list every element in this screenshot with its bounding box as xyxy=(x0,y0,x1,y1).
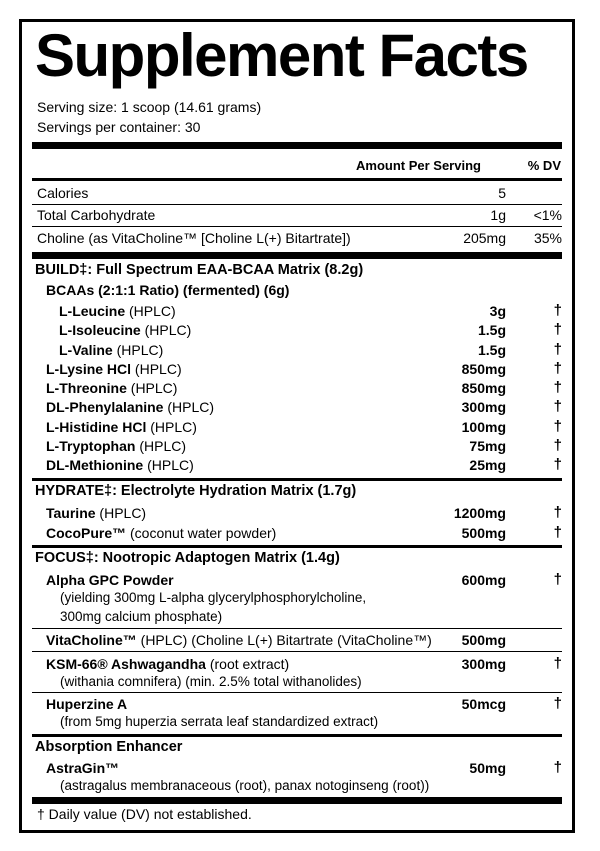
hydrate-section-title: HYDRATE‡: Electrolyte Hydration Matrix (1.7g) xyxy=(35,483,357,499)
ingredient-dv: † xyxy=(553,437,562,454)
ingredient-note: (HPLC) (Choline L(+) Bitartrate (VitaCholine™) xyxy=(136,632,432,648)
nutrient-row xyxy=(37,228,562,248)
ingredient-dv: † xyxy=(553,456,562,473)
nutrient-name: Choline (as VitaCholine™ [Choline L(+) Bitartrate]) xyxy=(37,230,351,246)
ingredient-amount: 50mcg xyxy=(461,696,506,712)
ingredient-row xyxy=(46,359,562,379)
ingredient-row xyxy=(46,758,562,778)
bcaa-heading: BCAAs (2:1:1 Ratio) (fermented) (6g) xyxy=(46,282,290,298)
ingredient-amount: 850mg xyxy=(461,361,506,377)
nutrient-row xyxy=(37,205,562,225)
absorption-section-title: Absorption Enhancer xyxy=(35,739,183,755)
nutrient-row xyxy=(37,183,562,203)
panel-title: Supplement Facts xyxy=(35,22,528,89)
ingredient-dv: † xyxy=(553,655,562,672)
supplement-facts-panel xyxy=(19,19,575,833)
ingredient-row xyxy=(59,340,562,360)
nutrient-name: Calories xyxy=(37,185,89,201)
ingredient-name: AstraGin™ xyxy=(46,760,120,776)
divider-thin xyxy=(32,628,562,629)
ingredient-amount: 1200mg xyxy=(453,505,506,521)
ingredient-amount: 1.5g xyxy=(477,342,506,358)
ingredient-amount: 500mg xyxy=(461,632,506,648)
ingredient-note: (root extract) xyxy=(205,656,290,672)
ingredient-note: (HPLC) xyxy=(125,303,176,319)
ingredient-detail: (yielding 300mg L-alpha glycerylphosphorylcholine, xyxy=(60,590,367,605)
ingredient-name: DL-Phenylalanine xyxy=(46,399,164,415)
ingredient-row xyxy=(46,378,562,398)
servings-per-container: Servings per container: 30 xyxy=(37,119,201,135)
ingredient-name: L-Tryptophan xyxy=(46,438,136,454)
ingredient-dv: † xyxy=(553,571,562,588)
ingredient-row xyxy=(46,397,562,417)
ingredient-name: DL-Methionine xyxy=(46,457,144,473)
ingredient-dv: † xyxy=(553,341,562,358)
ingredient-row xyxy=(46,417,562,437)
ingredient-note: (HPLC) xyxy=(112,342,164,358)
divider-thin xyxy=(32,226,562,227)
ingredient-dv: † xyxy=(553,398,562,415)
ingredient-dv: † xyxy=(553,524,562,541)
ingredient-amount: 50mg xyxy=(469,760,506,776)
serving-info xyxy=(37,97,261,137)
ingredient-row xyxy=(46,630,562,650)
divider-thin xyxy=(32,651,562,652)
ingredient-row xyxy=(46,654,562,674)
nutrient-name: Total Carbohydrate xyxy=(37,207,156,223)
divider xyxy=(32,178,562,181)
ingredient-name: Huperzine A xyxy=(46,696,128,712)
ingredient-note: (HPLC) xyxy=(126,380,178,396)
nutrient-dv: 35% xyxy=(533,230,562,246)
ingredient-row xyxy=(46,455,562,475)
amount-per-serving-header: Amount Per Serving xyxy=(356,158,481,173)
nutrient-amount: 5 xyxy=(498,185,506,201)
focus-section-title: FOCUS‡: Nootropic Adaptogen Matrix (1.4g) xyxy=(35,550,340,566)
ingredient-name: L-Leucine xyxy=(59,303,126,319)
nutrient-dv: <1% xyxy=(533,207,562,223)
ingredient-name: L-Valine xyxy=(59,342,113,358)
divider xyxy=(32,734,562,737)
ingredient-amount: 300mg xyxy=(461,399,506,415)
ingredient-detail: (astragalus membranaceous (root), panax notoginseng (root)) xyxy=(60,778,430,793)
ingredient-name: Taurine xyxy=(46,505,96,521)
ingredient-dv: † xyxy=(553,418,562,435)
ingredient-name: KSM-66® Ashwagandha xyxy=(46,656,206,672)
ingredient-note: (HPLC) xyxy=(140,322,192,338)
build-section-title: BUILD‡: Full Spectrum EAA-BCAA Matrix (8.2g) xyxy=(35,262,364,278)
ingredient-amount: 25mg xyxy=(469,457,506,473)
ingredient-amount: 75mg xyxy=(469,438,506,454)
ingredient-dv: † xyxy=(553,360,562,377)
nutrient-amount: 205mg xyxy=(463,230,506,246)
ingredient-amount: 300mg xyxy=(461,656,506,672)
ingredient-amount: 600mg xyxy=(461,572,506,588)
ingredient-dv: † xyxy=(553,759,562,776)
ingredient-name: Alpha GPC Powder xyxy=(46,572,174,588)
ingredient-dv: † xyxy=(553,695,562,712)
ingredient-dv: † xyxy=(553,379,562,396)
divider-thick xyxy=(32,252,562,259)
ingredient-note: (HPLC) xyxy=(95,505,147,521)
ingredient-dv: † xyxy=(553,302,562,319)
ingredient-name: L-Isoleucine xyxy=(59,322,141,338)
ingredient-note: (HPLC) xyxy=(146,419,197,435)
dv-header: % DV xyxy=(527,158,561,173)
ingredient-amount: 100mg xyxy=(461,419,506,435)
ingredient-note: (HPLC) xyxy=(163,399,215,415)
divider xyxy=(32,545,562,548)
nutrient-amount: 1g xyxy=(490,207,506,223)
ingredient-row xyxy=(46,523,562,543)
ingredient-note: (coconut water powder) xyxy=(126,525,277,541)
ingredient-dv: † xyxy=(553,504,562,521)
ingredient-amount: 850mg xyxy=(461,380,506,396)
footnote: † Daily value (DV) not established. xyxy=(37,806,252,822)
ingredient-amount: 1.5g xyxy=(477,322,506,338)
ingredient-note: (HPLC) xyxy=(135,438,186,454)
ingredient-row xyxy=(59,301,562,321)
ingredient-row xyxy=(46,694,562,714)
ingredient-name: L-Lysine HCl xyxy=(46,361,132,377)
divider-thick xyxy=(32,797,562,804)
divider-thick xyxy=(32,142,562,149)
ingredient-amount: 500mg xyxy=(461,525,506,541)
ingredient-name: L-Histidine HCl xyxy=(46,419,147,435)
ingredient-row xyxy=(46,503,562,523)
ingredient-detail: 300mg calcium phosphate) xyxy=(60,609,223,624)
ingredient-amount: 3g xyxy=(489,303,506,319)
ingredient-name: VitaCholine™ xyxy=(46,632,137,648)
ingredient-note: (HPLC) xyxy=(143,457,194,473)
ingredient-note: (HPLC) xyxy=(131,361,182,377)
ingredient-name: L-Threonine xyxy=(46,380,127,396)
divider xyxy=(32,478,562,481)
ingredient-row xyxy=(59,320,562,340)
ingredient-detail: (from 5mg huperzia serrata leaf standardized extract) xyxy=(60,714,379,729)
ingredient-name: CocoPure™ xyxy=(46,525,127,541)
ingredient-detail: (withania comnifera) (min. 2.5% total withanolides) xyxy=(60,674,362,689)
serving-size: Serving size: 1 scoop (14.61 grams) xyxy=(37,99,262,115)
ingredient-row xyxy=(46,436,562,456)
ingredient-dv: † xyxy=(553,321,562,338)
ingredient-row xyxy=(46,570,562,590)
divider-thin xyxy=(32,692,562,693)
